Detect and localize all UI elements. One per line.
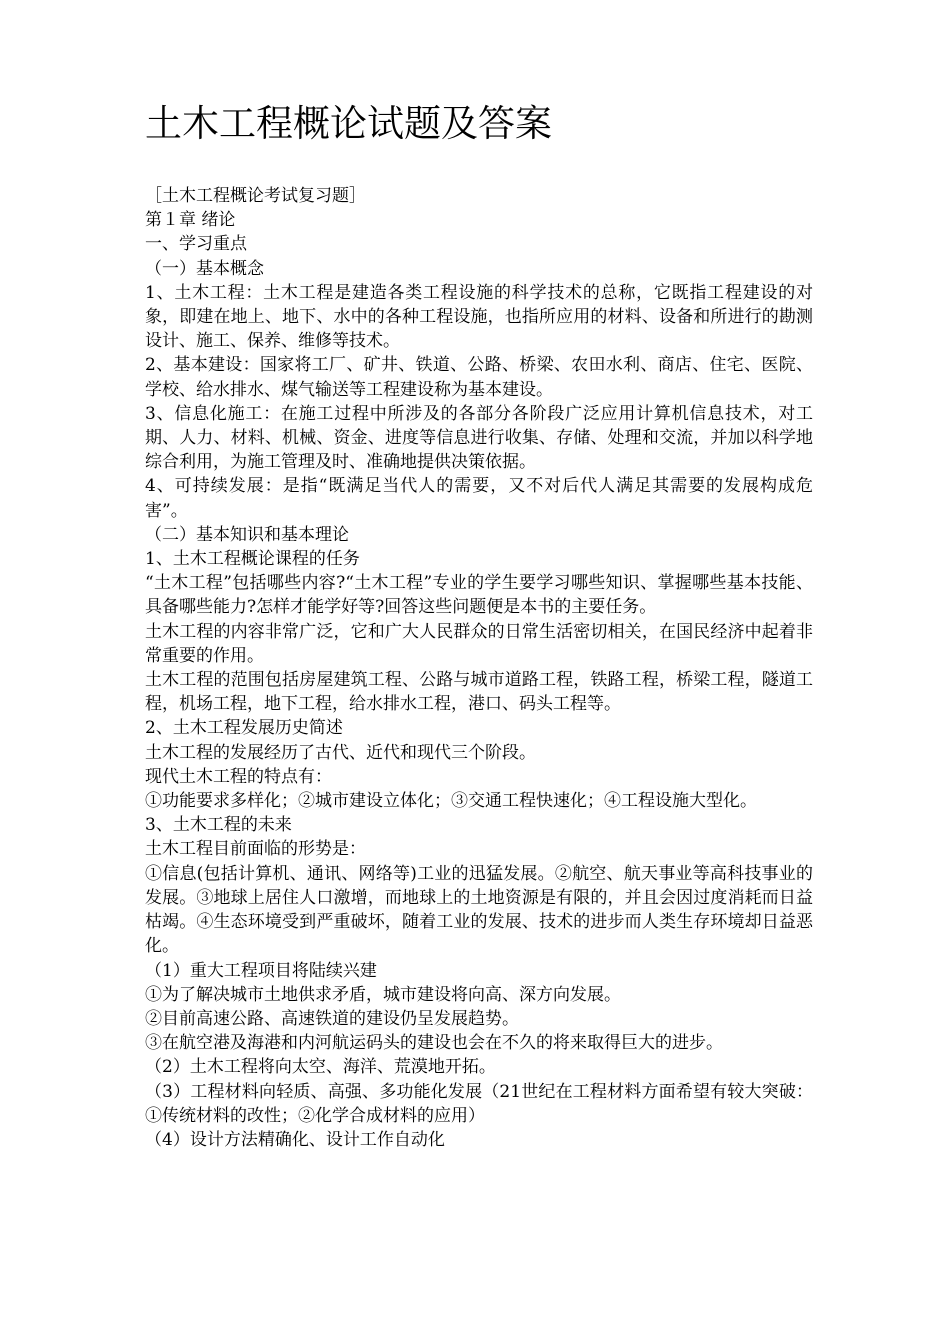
paragraph: 一、学习重点 [145, 234, 247, 255]
paragraph: 第１章 绪论 [145, 210, 236, 231]
paragraph: 1、土木工程概论课程的任务 [145, 549, 360, 570]
paragraph: （二）基本知识和基本理论 [145, 524, 349, 545]
paragraph: 2、土木工程发展历史简述 [145, 718, 343, 739]
paragraph: ③在航空港及海港和内河航运码头的建设也会在不久的将来取得巨大的进步。 [145, 1033, 723, 1054]
paragraph: 1、土木工程：土木工程是建造各类工程设施的科学技术的总称，它既指工程建设的对象，即建在地上、地下、水中的各种工程设施，也指所应用的材料、设备和所进行的勘测设计、施工、保养、维修等技术。 [145, 282, 813, 352]
document-body [145, 184, 813, 1152]
paragraph: 土木工程目前面临的形势是： [145, 839, 366, 860]
paragraph: （4）设计方法精确化、设计工作自动化 [145, 1129, 445, 1150]
paragraph: 3、信息化施工：在施工过程中所涉及的各部分各阶段广泛应用计算机信息技术，对工期、人力、材料、机械、资金、进度等信息进行收集、存储、处理和交流，并加以科学地综合利用，为施工管理及时、准确地提供决策依据。 [145, 403, 813, 473]
paragraph: 4、可持续发展：是指“既满足当代人的需要，又不对后代人满足其需要的发展构成危害”。 [145, 476, 813, 521]
paragraph: （3）工程材料向轻质、高强、多功能化发展（21世纪在工程材料方面希望有较大突破：①传统材料的改性；②化学合成材料的应用） [145, 1081, 813, 1126]
paragraph: （1）重大工程项目将陆续兴建 [145, 960, 377, 981]
paragraph: 土木工程的范围包括房屋建筑工程、公路与城市道路工程，铁路工程，桥梁工程，隧道工程，机场工程，地下工程，给水排水工程，港口、码头工程等。 [145, 670, 813, 715]
paragraph: ［土木工程概论考试复习题］ [145, 186, 366, 206]
paragraph: （一）基本概念 [145, 258, 264, 279]
paragraph: ①功能要求多样化；②城市建设立体化；③交通工程快速化；④工程设施大型化。 [145, 791, 757, 812]
paragraph: 现代土木工程的特点有： [145, 766, 332, 787]
paragraph: 3、土木工程的未来 [145, 815, 292, 836]
document-title: 土木工程概论试题及答案 [145, 102, 552, 145]
paragraph: 2、基本建设：国家将工厂、矿井、铁道、公路、桥梁、农田水利、商店、住宅、医院、学校、给水排水、煤气输送等工程建设称为基本建设。 [145, 355, 813, 400]
paragraph: ①信息(包括计算机、通讯、网络等)工业的迅猛发展。②航空、航天事业等高科技事业的发展。③地球上居住人口激增，而地球上的土地资源是有限的，并且会因过度消耗而日益枯竭。④生态环境受到严重破坏，随着工业的发展、技术的进步而人类生存环境却日益恶化。 [145, 863, 813, 957]
paragraph: “土木工程”包括哪些内容?“土木工程”专业的学生要学习哪些知识、掌握哪些基本技能、具备哪些能力?怎样才能学好等?回答这些问题便是本书的主要任务。 [145, 573, 813, 618]
paragraph: ②目前高速公路、高速铁道的建设仍呈发展趋势。 [145, 1008, 519, 1029]
paragraph: 土木工程的内容非常广泛，它和广大人民群众的日常生活密切相关，在国民经济中起着非常重要的作用。 [145, 621, 813, 666]
paragraph: ①为了解决城市土地供求矛盾，城市建设将向高、深方向发展。 [145, 984, 621, 1005]
paragraph: 土木工程的发展经历了古代、近代和现代三个阶段。 [145, 742, 536, 763]
paragraph: （2）土木工程将向太空、海洋、荒漠地开拓。 [145, 1057, 496, 1078]
